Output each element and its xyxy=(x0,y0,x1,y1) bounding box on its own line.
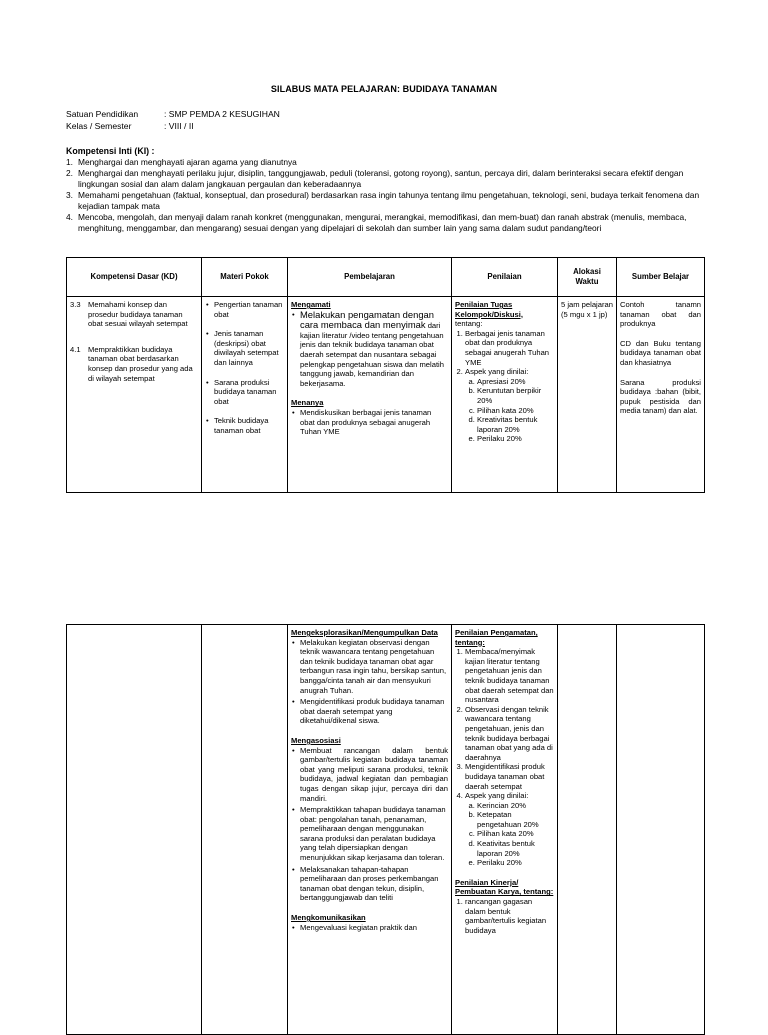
materi-item: • Pengertian tanaman obat xyxy=(214,300,284,319)
penilaian-item: 2. Observasi dengan teknik wawancara tentang pengetahuan, jenis dan teknik budidaya berbagai tanaman obat yang ada di daerahnya xyxy=(465,705,554,763)
header-pembelajaran: Pembelajaran xyxy=(288,258,452,297)
alokasi-cell xyxy=(558,625,617,1035)
pembelajaran-item xyxy=(300,310,448,389)
kd-text: Mempraktikkan budidaya tanaman obat berdasarkan konsep dan prosedur yang ada di wilayah setempat xyxy=(88,344,193,383)
penilaian-title: Penilaian Pengamatan, tentang: xyxy=(455,628,538,647)
sumber-cell xyxy=(617,625,705,1035)
header-materi: Materi Pokok xyxy=(202,258,288,297)
penilaian-item: 1. Berbagai jenis tanaman obat dan produknya sebagai anugerah Tuhan YME xyxy=(465,329,554,367)
aspek-item: a. Apresiasi 20% xyxy=(477,377,554,387)
penilaian-title: Penilaian Tugas Kelompok/Diskusi, xyxy=(455,300,523,319)
table-header-row xyxy=(67,258,705,297)
materi-cell xyxy=(202,625,288,1035)
ki-item xyxy=(66,212,706,234)
penilaian-cell xyxy=(452,297,558,493)
identity-label: Kelas / Semester xyxy=(66,121,132,131)
ki-item xyxy=(66,190,706,212)
ki-item xyxy=(66,157,706,168)
syllabus-table-2 xyxy=(66,624,705,1035)
kd-num: 4.1 xyxy=(70,344,81,354)
penilaian-cell xyxy=(452,625,558,1035)
identity-value: : VIII / II xyxy=(164,121,194,131)
materi-item: • Jenis tanaman (deskripsi) obat diwilayah setempat dan lainnya xyxy=(214,329,284,367)
section-eksplorasi: Mengeksplorasikan/Mengumpulkan Data xyxy=(291,628,438,637)
kd-num: 3.3 xyxy=(70,300,81,309)
pembelajaran-item: • Melakukan kegiatan observasi dengan teknik wawancara tentang pengetahuan dan teknik budidaya tanaman obat agar terbangun rasa ingin tahu, bersikap santun, bangga/cinta tanah air dan mensyukuri anugrah Tuhan. xyxy=(300,638,448,696)
kd-cell xyxy=(67,297,202,493)
ki-text: Memahami pengetahuan (faktual, konseptual, dan prosedural) berdasarkan rasa ingin tahunya tentang ilmu pengetahuan, teknologi, seni, budaya terkait fenomena dan kejadian tampak mata xyxy=(78,190,700,211)
header-alokasi: Alokasi Waktu xyxy=(558,258,617,297)
section-mengasosiasi: Mengasosiasi xyxy=(291,735,341,745)
identity-value: : SMP PEMDA 2 KESUGIHAN xyxy=(164,109,280,119)
materi-item: • Teknik budidaya tanaman obat xyxy=(214,416,284,435)
penilaian-item xyxy=(465,791,554,868)
section-mengkomunikasikan: Mengkomunikasikan xyxy=(291,913,366,923)
ki-list xyxy=(66,157,706,234)
ki-heading: Kompetensi Inti (KI) : xyxy=(66,146,155,156)
aspek-item: b. Ketepatan pengetahuan 20% xyxy=(477,810,554,829)
section-mengamati: Mengamati xyxy=(291,300,331,309)
ki-num: 1. xyxy=(66,157,73,167)
pembelajaran-cell xyxy=(288,297,452,493)
pembelajaran-item: • Melaksanakan tahapan-tahapan pemeliharaan dan proses perkembangan tanaman obat dengan tekun, disiplin, bertanggungjawab dan teliti xyxy=(300,865,448,903)
penilaian-item: 3. Mengidentifikasi produk budidaya tanaman obat daerah setempat xyxy=(465,762,554,791)
pembelajaran-item: • Mengidentifikasi produk budidaya tanaman obat daerah setempat yang diketahui/dikenal siswa. xyxy=(300,697,448,726)
identity-row-school xyxy=(66,109,280,119)
penilaian-item xyxy=(465,367,554,444)
materi-item: • Sarana produksi budidaya tanaman obat xyxy=(214,378,284,407)
materi-cell xyxy=(202,297,288,493)
ki-item xyxy=(66,168,706,190)
penilaian-tentang: tentang: xyxy=(455,319,483,329)
pembelajaran-item: • Mendiskusikan berbagai jenis tanaman obat dan produknya sebagai anugerah Tuhan YME xyxy=(300,408,448,437)
penilaian-item: 1. Membaca/menyimak kajian literatur tentang pengetahuan jenis dan teknik budidaya tanaman obat daerah setempat dan nusantara xyxy=(465,647,554,705)
header-penilaian: Penilaian xyxy=(452,258,558,297)
section-menanya: Menanya xyxy=(291,398,324,408)
aspek-item: a. Kerincian 20% xyxy=(477,801,554,811)
aspek-item: e. Perilaku 20% xyxy=(477,858,554,868)
penilaian-item: 1. rancangan gagasan dalam bentuk gambar/tertulis kegiatan budidaya xyxy=(465,897,554,935)
pembelajaran-text: dari kajian literatur /video tentang pengetahuan jenis dan teknik budidaya tanaman obat daerah setempat dan nusantara sebagai pelengkap pengetahuan siswa dan melatih tanggung jawab, kemandirian dan bekerjasama. xyxy=(300,321,444,388)
aspek-item: d. Keativitas bentuk laporan 20% xyxy=(477,839,554,858)
kd-item xyxy=(70,345,198,383)
pembelajaran-lead: Melakukan pengamatan dengan cara membaca dan menyimak xyxy=(300,308,434,331)
alokasi-cell: 5 jam pelajaran (5 mgu x 1 jp) xyxy=(558,297,617,493)
ki-text: Menghargai dan menghayati perilaku jujur, disiplin, tanggungjawab, peduli (toleransi, gotong royong), santun, percaya diri, dalam berinteraksi secara efektif dengan lingkungan sosial dan alam dalam jangkauan pergaulan dan keberadaannya xyxy=(78,168,684,189)
ki-text: Menghargai dan menghayati ajaran agama yang dianutnya xyxy=(78,157,297,167)
identity-row-class xyxy=(66,121,194,131)
kd-cell xyxy=(67,625,202,1035)
table-row xyxy=(67,297,705,493)
aspek-item: c. Pilihan kata 20% xyxy=(477,829,554,839)
pembelajaran-cell xyxy=(288,625,452,1035)
pembelajaran-item: • Mempraktikkan tahapan budidaya tanaman obat: pengolahan tanah, penanaman, pemeliharaan dengan menggunakan sarana produksi dan peralatan budidaya yang telah dipersiapkan dengan menunjukkan sikap kerjasama dan toleran. xyxy=(300,805,448,863)
aspek-item: d. Kreativitas bentuk laporan 20% xyxy=(477,415,554,434)
header-sumber: Sumber Belajar xyxy=(617,258,705,297)
aspek-item: b. Keruntutan berpikir 20% xyxy=(477,386,554,405)
penilaian-kinerja-title: Penilaian Kinerja/ Pembuatan Karya, tentang: xyxy=(455,877,554,897)
aspek-item: e. Perilaku 20% xyxy=(477,434,554,444)
syllabus-table-1 xyxy=(66,257,705,493)
sumber-item: CD dan Buku tentang budidaya tanaman obat dan khasiatnya xyxy=(620,338,701,367)
pembelajaran-item: • Membuat rancangan dalam bentuk gambar/tertulis kegiatan budidaya tanaman obat yang meliputi sarana produksi, teknik budidaya, jadwal kegiatan dan pembagian tugas dengan sikap jujur, percaya diri dan mandiri. xyxy=(300,746,448,804)
aspek-item: c. Pilihan kata 20% xyxy=(477,406,554,416)
kd-text: Memahami konsep dan prosedur budidaya tanaman obat sesuai wilayah setempat xyxy=(88,300,188,329)
identity-label: Satuan Pendidikan xyxy=(66,109,139,119)
ki-num: 4. xyxy=(66,212,73,222)
ki-num: 2. xyxy=(66,168,73,178)
table-row xyxy=(67,625,705,1035)
ki-num: 3. xyxy=(66,190,73,200)
sumber-item: Sarana produksi budidaya :bahan (bibit, pupuk pestisida dan media tanam) dan alat. xyxy=(620,377,701,416)
penilaian-aspek-label: Aspek yang dinilai: xyxy=(465,791,529,801)
ki-text: Mencoba, mengolah, dan menyaji dalam ranah konkret (menggunakan, mengurai, merangkai, memodifikasi, dan mem-buat) dan ranah abstrak (menulis, membaca, menghitung, menggambar, dan mengarang) sesuai dengan yang dipelajari di sekolah dan sumber lain yang sama dalam sudut pandang/teori xyxy=(78,212,687,233)
penilaian-aspek-label: Aspek yang dinilai: xyxy=(465,367,529,377)
pembelajaran-item: • Mengevaluasi kegiatan praktik dan xyxy=(300,923,448,933)
header-kd: Kompetensi Dasar (KD) xyxy=(67,258,202,297)
sumber-cell xyxy=(617,297,705,493)
sumber-item: Contoh tanamn tanaman obat dan produknya xyxy=(620,300,701,329)
page-title: SILABUS MATA PELAJARAN: BUDIDAYA TANAMAN xyxy=(270,84,498,94)
kd-item xyxy=(70,300,198,329)
